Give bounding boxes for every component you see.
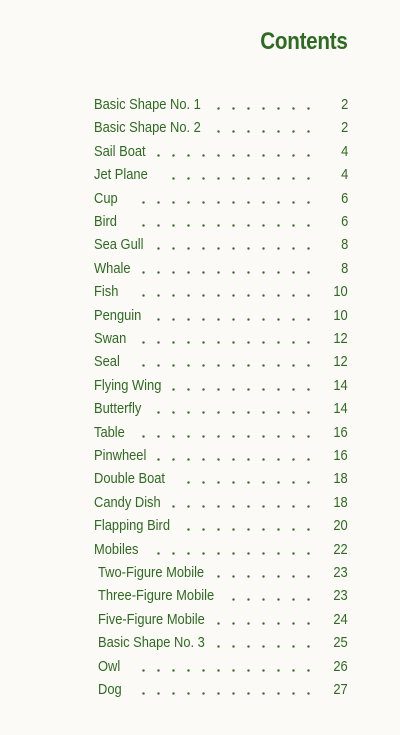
toc-entry bbox=[0, 422, 400, 444]
toc-entry bbox=[0, 164, 400, 186]
dot-leader bbox=[151, 411, 312, 414]
dot-leader bbox=[136, 224, 312, 227]
toc-entry-title: Basic Shape No. 3 bbox=[98, 634, 205, 652]
toc-entry-page-number: 12 bbox=[333, 330, 348, 347]
dot-leader bbox=[211, 575, 312, 578]
toc-entry-page-number: 4 bbox=[340, 142, 348, 160]
toc-entry bbox=[0, 211, 400, 233]
toc-entry bbox=[0, 445, 400, 467]
toc-entry-title: Three-Figure Mobile bbox=[98, 587, 215, 605]
toc-entry-page-number: 18 bbox=[333, 493, 348, 511]
dot-leader bbox=[151, 552, 312, 555]
toc-entry bbox=[0, 492, 400, 514]
toc-entry-page-number: 6 bbox=[340, 213, 348, 230]
dot-leader bbox=[211, 130, 312, 133]
toc-entry-title: Candy Dish bbox=[94, 493, 161, 511]
toc-entry-page-number: 2 bbox=[340, 96, 348, 113]
toc-entry bbox=[0, 281, 400, 303]
dot-leader bbox=[181, 528, 312, 531]
toc-entry bbox=[0, 679, 400, 701]
dot-leader bbox=[136, 294, 312, 297]
toc-entry-title: Pinwheel bbox=[94, 447, 147, 464]
toc-entry bbox=[0, 305, 400, 327]
toc-entry-page-number: 23 bbox=[333, 564, 348, 581]
toc-entry-title: Double Boat bbox=[94, 470, 166, 488]
toc-entry-page-number: 4 bbox=[340, 166, 348, 184]
toc-entry bbox=[0, 656, 400, 678]
toc-entry-page-number: 6 bbox=[340, 189, 348, 207]
toc-entry-title: Penguin bbox=[94, 306, 142, 324]
dot-leader bbox=[136, 669, 312, 672]
toc-entry bbox=[0, 398, 400, 420]
dot-leader bbox=[136, 364, 312, 367]
dot-leader bbox=[151, 318, 312, 321]
toc-entry-page-number: 10 bbox=[333, 283, 348, 301]
toc-entry-title: Seal bbox=[94, 353, 120, 371]
toc-entry-title: Sail Boat bbox=[94, 142, 146, 160]
toc-entry-page-number: 18 bbox=[333, 470, 348, 488]
toc-entry-page-number: 24 bbox=[333, 610, 348, 628]
toc-entry-title: Two-Figure Mobile bbox=[98, 564, 205, 581]
toc-entry-title: Whale bbox=[94, 259, 131, 277]
toc-entry-title: Five-Figure Mobile bbox=[98, 610, 205, 628]
toc-entry-page-number: 22 bbox=[333, 540, 348, 558]
toc-entry-title: Jet Plane bbox=[94, 166, 148, 184]
dot-leader bbox=[151, 458, 312, 461]
toc-entry-title: Bird bbox=[94, 213, 117, 230]
toc-entry bbox=[0, 632, 400, 654]
dot-leader bbox=[211, 622, 312, 625]
toc-entry-page-number: 8 bbox=[340, 236, 348, 254]
dot-leader bbox=[226, 598, 312, 601]
dot-leader bbox=[211, 107, 312, 110]
dot-leader bbox=[166, 177, 312, 180]
dot-leader bbox=[136, 341, 312, 344]
dot-leader bbox=[136, 271, 312, 274]
page-title: Contents bbox=[260, 28, 348, 55]
toc-entry bbox=[0, 562, 400, 584]
toc-entry bbox=[0, 141, 400, 163]
toc-entry bbox=[0, 515, 400, 537]
toc-entry-title: Flapping Bird bbox=[94, 517, 171, 535]
dot-leader bbox=[211, 645, 312, 648]
toc-entry-page-number: 16 bbox=[333, 447, 348, 464]
toc-entry-page-number: 8 bbox=[340, 259, 348, 277]
toc-entry bbox=[0, 188, 400, 210]
dot-leader bbox=[151, 154, 312, 157]
dot-leader bbox=[166, 505, 312, 508]
toc-entry bbox=[0, 375, 400, 397]
toc-entry-page-number: 2 bbox=[340, 119, 348, 137]
toc-entry-title: Basic Shape No. 2 bbox=[94, 119, 201, 137]
dot-leader bbox=[166, 388, 312, 391]
toc-entry-page-number: 12 bbox=[333, 353, 348, 371]
toc-entry bbox=[0, 328, 400, 350]
toc-entry bbox=[0, 351, 400, 373]
toc-entry-page-number: 14 bbox=[333, 400, 348, 418]
toc-entry-title: Dog bbox=[98, 681, 122, 698]
toc-entry-page-number: 16 bbox=[333, 423, 348, 441]
toc-entry bbox=[0, 585, 400, 607]
dot-leader bbox=[136, 692, 312, 695]
toc-entry-title: Table bbox=[94, 423, 125, 441]
toc-entry-title: Butterfly bbox=[94, 400, 142, 418]
toc-entry-title: Owl bbox=[98, 657, 121, 675]
toc-entry-page-number: 10 bbox=[333, 306, 348, 324]
toc-entry-page-number: 25 bbox=[333, 634, 348, 652]
toc-entry bbox=[0, 468, 400, 490]
toc-entry-page-number: 27 bbox=[333, 681, 348, 698]
toc-entry-page-number: 26 bbox=[333, 657, 348, 675]
toc-entry-page-number: 14 bbox=[333, 376, 348, 394]
dot-leader bbox=[136, 201, 312, 204]
toc-entry bbox=[0, 609, 400, 631]
toc-entry-title: Basic Shape No. 1 bbox=[94, 96, 201, 113]
dot-leader bbox=[151, 247, 312, 250]
toc-entry-title: Fish bbox=[94, 283, 119, 301]
toc-entry-page-number: 20 bbox=[333, 517, 348, 535]
toc-entry-page-number: 23 bbox=[333, 587, 348, 605]
toc-entry-title: Swan bbox=[94, 330, 127, 347]
toc-entry bbox=[0, 117, 400, 139]
toc-entry bbox=[0, 258, 400, 280]
toc-entry bbox=[0, 94, 400, 116]
toc-entry-title: Cup bbox=[94, 189, 118, 207]
dot-leader bbox=[136, 435, 312, 438]
dot-leader bbox=[181, 481, 312, 484]
toc-entry-title: Sea Gull bbox=[94, 236, 144, 254]
toc-entry bbox=[0, 539, 400, 561]
toc-entry-title: Flying Wing bbox=[94, 376, 162, 394]
toc-entry bbox=[0, 234, 400, 256]
toc-entry-title: Mobiles bbox=[94, 540, 139, 558]
